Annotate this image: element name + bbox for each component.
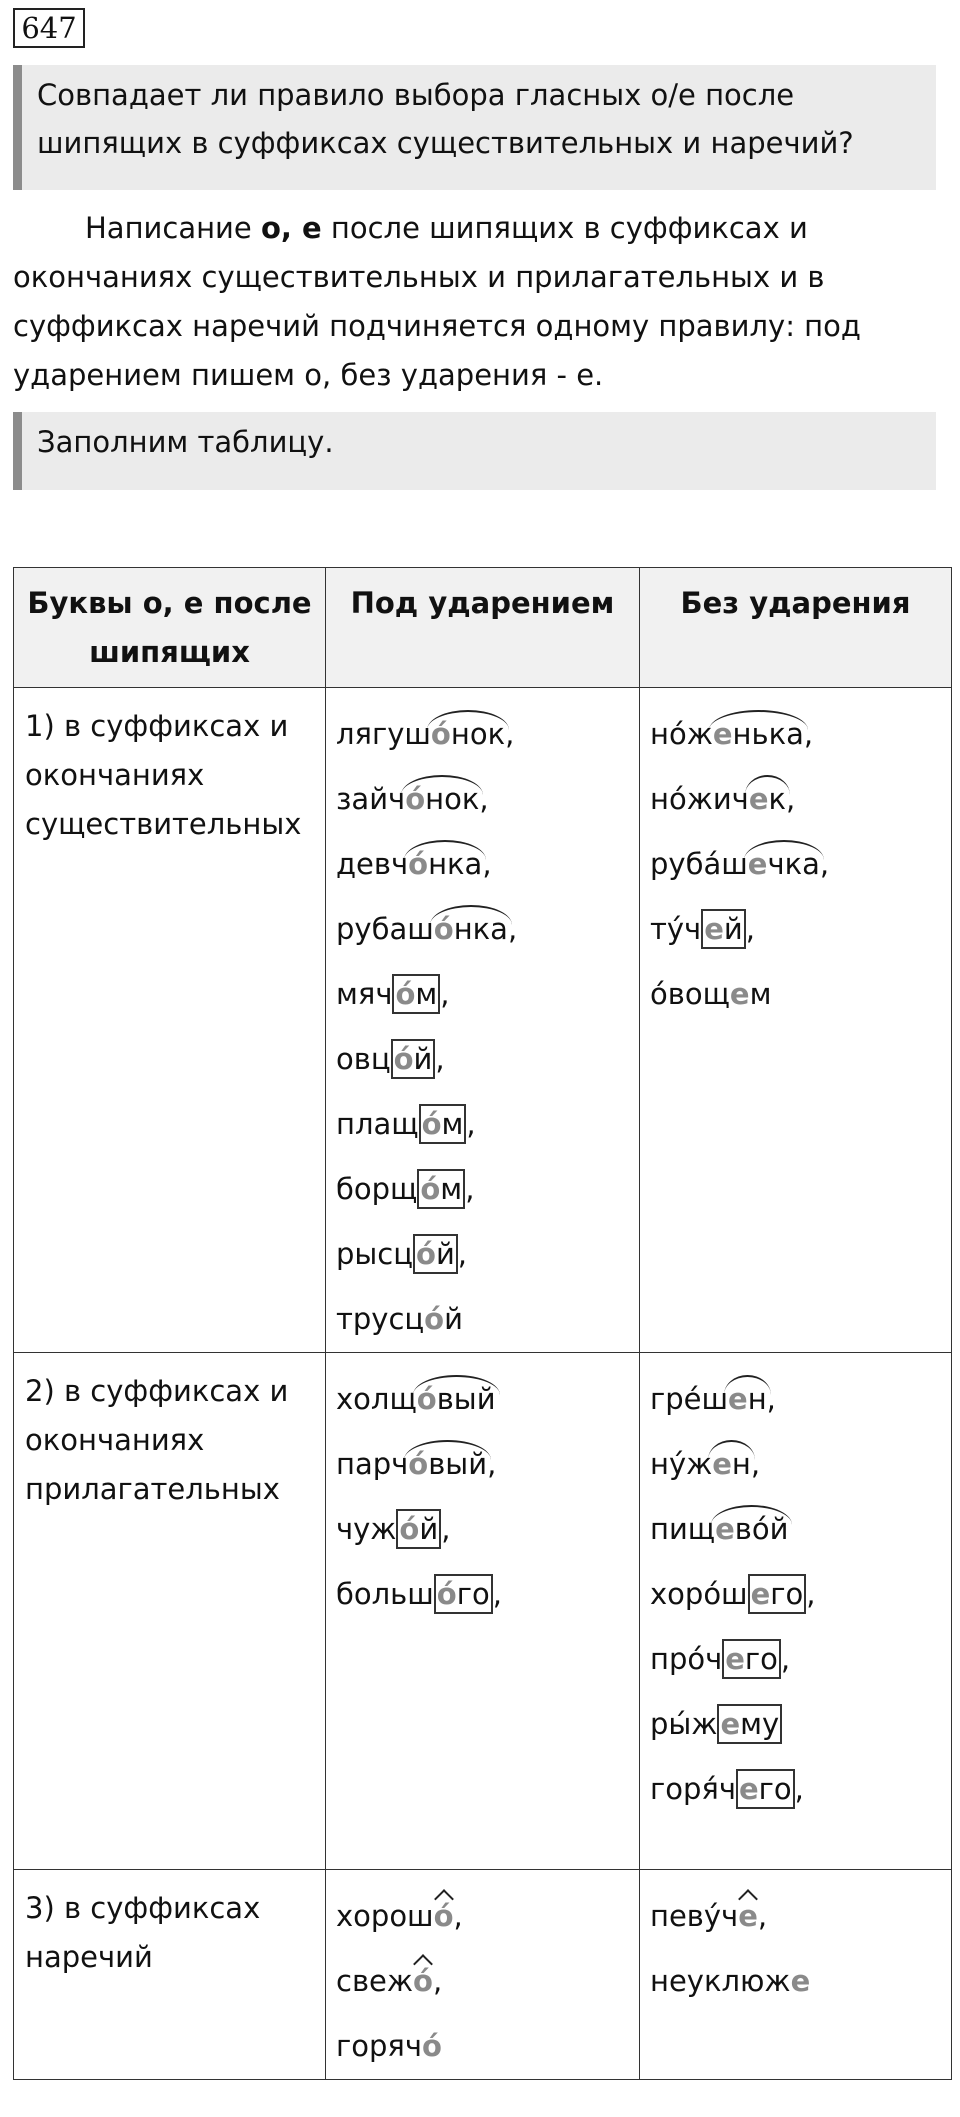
table-header-row xyxy=(14,568,952,688)
ending-box xyxy=(417,1169,465,1209)
stressed-cell xyxy=(326,688,640,1353)
punctuation: , xyxy=(441,1512,451,1546)
word-stem: девч xyxy=(336,847,409,881)
category-label: 1) в суффиксах и окончаниях существительных xyxy=(25,709,302,841)
word-example xyxy=(650,1757,941,1822)
punctuation: , xyxy=(507,912,518,946)
word-stem: больш xyxy=(336,1577,434,1611)
word-stem: плащ xyxy=(336,1107,419,1141)
word-example xyxy=(650,702,941,767)
table-row-adjectives xyxy=(14,1353,952,1870)
suffix-mark xyxy=(413,1949,433,2014)
punctuation: , xyxy=(786,782,796,816)
word-stem: лягуш xyxy=(336,717,431,751)
punctuation: , xyxy=(465,1172,475,1206)
ending-rest: й xyxy=(435,1237,455,1271)
punctuation: , xyxy=(803,717,814,751)
vowel-letter: о́ xyxy=(421,1107,442,1141)
unstressed-cell xyxy=(640,1353,952,1870)
ending-rest: го xyxy=(770,1577,804,1611)
ending-rest: м xyxy=(415,977,438,1011)
header-letters: Буквы о, е после шипящих xyxy=(14,568,326,688)
vowel-letter: е xyxy=(750,1577,771,1611)
word-stem: мяч xyxy=(336,977,393,1011)
suffix-rest: нька xyxy=(732,717,804,751)
question-box xyxy=(13,65,936,190)
word-stem: про́ч xyxy=(650,1642,723,1676)
word-stem: чуж xyxy=(336,1512,397,1546)
suffix-rest: н xyxy=(731,1447,751,1481)
vowel-letter: о́ xyxy=(420,1172,441,1206)
category-cell xyxy=(14,1870,326,2080)
vowel-letter: о́ xyxy=(395,977,416,1011)
vowel-letter: е xyxy=(790,1964,811,1998)
vowel-letter: е xyxy=(729,977,750,1011)
word-example xyxy=(650,1432,941,1497)
vowel-letter: е xyxy=(728,1382,748,1416)
vowel-letter: о́ xyxy=(413,1964,433,1998)
vowel-letter: е xyxy=(712,1447,732,1481)
word-stem: холщ xyxy=(336,1382,417,1416)
suffix-rest: нка xyxy=(428,847,483,881)
word-example xyxy=(336,2014,629,2079)
punctuation: , xyxy=(806,1577,816,1611)
suffix-rest: чка xyxy=(767,847,820,881)
word-stem: парч xyxy=(336,1447,409,1481)
punctuation: , xyxy=(453,1899,463,1933)
word-stem: рубаш xyxy=(336,912,434,946)
punctuation: , xyxy=(505,717,515,751)
ending-rest: й xyxy=(413,1042,433,1076)
word-stem: горяч xyxy=(336,2029,422,2063)
ending-rest: го xyxy=(744,1642,778,1676)
vowel-letter: е xyxy=(715,1512,735,1546)
word-example xyxy=(650,1692,941,1757)
punctuation: , xyxy=(457,1237,468,1271)
vowel-letter: о́ xyxy=(430,717,451,751)
word-rest: м xyxy=(749,977,772,1011)
word-stem: но́ж xyxy=(650,717,713,751)
header-stressed: Под ударением xyxy=(326,568,640,688)
punctuation: , xyxy=(487,1447,497,1481)
word-stem: борщ xyxy=(336,1172,418,1206)
vowel-letter: е xyxy=(748,782,769,816)
word-rest: й xyxy=(444,1302,463,1336)
ending-box xyxy=(434,1574,493,1614)
word-example xyxy=(336,1432,629,1497)
word-stem: свеж xyxy=(336,1964,414,1998)
word-example xyxy=(336,702,629,767)
vowel-letter: е xyxy=(720,1707,741,1741)
table-intro-box xyxy=(13,412,936,490)
suffix-arc xyxy=(713,702,804,767)
vowel-letter: о́ xyxy=(416,1382,437,1416)
suffix-arc xyxy=(434,897,508,962)
vowel-letter: е xyxy=(738,1772,759,1806)
suffix-arc xyxy=(408,1432,487,1497)
punctuation: , xyxy=(440,977,450,1011)
header-unstressed: Без ударения xyxy=(640,568,952,688)
table-intro-text: Заполним таблицу. xyxy=(37,425,334,459)
word-example xyxy=(650,1949,941,2014)
answer-vowels-bold: о, е xyxy=(260,211,322,245)
ending-box xyxy=(717,1704,782,1744)
word-stem: ту́ч xyxy=(650,912,702,946)
punctuation: , xyxy=(794,1772,804,1806)
word-stem: ры́ж xyxy=(650,1707,718,1741)
word-stem: пищ xyxy=(650,1512,716,1546)
vowel-letter: о́ xyxy=(405,782,426,816)
vowel-letter: о́ xyxy=(436,1577,457,1611)
word-example xyxy=(650,767,941,832)
word-example xyxy=(336,1949,629,2014)
punctuation: , xyxy=(757,1899,768,1933)
suffix-rest: нок xyxy=(450,717,506,751)
suffix-rest: нка xyxy=(453,912,508,946)
ending-box xyxy=(392,974,440,1014)
table-row-nouns xyxy=(14,688,952,1353)
word-example xyxy=(336,1222,629,1287)
suffix-arc xyxy=(431,702,505,767)
word-stem: хоро́ш xyxy=(650,1577,748,1611)
word-example xyxy=(336,1562,629,1627)
word-stem: трусц xyxy=(336,1302,425,1336)
ending-rest: го xyxy=(758,1772,792,1806)
suffix-rest: вый xyxy=(436,1382,496,1416)
suffix-rest: во́й xyxy=(734,1512,789,1546)
vowel-letter: о́ xyxy=(424,1302,445,1336)
category-cell xyxy=(14,1353,326,1870)
word-example xyxy=(650,1497,941,1562)
punctuation: , xyxy=(780,1642,791,1676)
suffix-mark xyxy=(434,1884,454,1949)
word-example xyxy=(336,1287,629,1352)
suffix-rest: вый xyxy=(428,1447,488,1481)
suffix-rest: к xyxy=(768,782,787,816)
ending-box xyxy=(419,1104,467,1144)
punctuation: , xyxy=(819,847,830,881)
word-example xyxy=(336,1027,629,1092)
suffix-arc xyxy=(712,1432,751,1497)
ending-rest: м xyxy=(441,1107,464,1141)
word-stem: ну́ж xyxy=(650,1447,713,1481)
stressed-cell xyxy=(326,1870,640,2080)
word-stem: гре́ш xyxy=(650,1382,729,1416)
word-stem: горя́ч xyxy=(650,1772,736,1806)
vowel-letter: е xyxy=(704,912,724,946)
unstressed-cell xyxy=(640,688,952,1353)
stressed-cell xyxy=(326,1353,640,1870)
table-row-adverbs xyxy=(14,1870,952,2080)
word-example xyxy=(336,832,629,897)
ending-rest: й xyxy=(723,912,743,946)
exercise-number: 647 xyxy=(13,8,85,48)
vowel-letter: о́ xyxy=(393,1042,414,1076)
word-stem: хорош xyxy=(336,1899,434,1933)
suffix-arc xyxy=(749,767,786,832)
vowel-letter: о́ xyxy=(399,1512,420,1546)
suffix-arc xyxy=(748,832,820,897)
suffix-rest: нок xyxy=(425,782,480,816)
word-example xyxy=(336,1497,629,1562)
ending-box xyxy=(396,1509,441,1549)
vowel-letter: е xyxy=(712,717,733,751)
word-example xyxy=(336,767,629,832)
suffix-rest: н xyxy=(747,1382,767,1416)
ending-rest: го xyxy=(456,1577,490,1611)
punctuation: , xyxy=(766,1382,776,1416)
category-label: 3) в суффиксах наречий xyxy=(25,1891,261,1974)
word-example xyxy=(650,1562,941,1627)
word-example xyxy=(336,897,629,962)
answer-paragraph xyxy=(13,204,938,400)
vowel-letter: о́ xyxy=(408,847,429,881)
word-example xyxy=(336,1884,629,1949)
word-example xyxy=(336,962,629,1027)
suffix-arc xyxy=(728,1367,767,1432)
word-example xyxy=(336,1092,629,1157)
ending-rest: м xyxy=(440,1172,463,1206)
rules-table xyxy=(13,567,952,2080)
punctuation: , xyxy=(466,1107,476,1141)
word-example xyxy=(336,1367,629,1432)
suffix-arc xyxy=(417,1367,496,1432)
ending-box xyxy=(736,1769,795,1809)
ending-box xyxy=(701,909,746,949)
suffix-arc xyxy=(715,1497,788,1562)
suffix-mark xyxy=(738,1884,758,1949)
vowel-letter: е xyxy=(725,1642,745,1676)
word-example xyxy=(650,832,941,897)
vowel-letter: о́ xyxy=(433,912,454,946)
ending-box xyxy=(722,1639,781,1679)
punctuation: , xyxy=(482,847,492,881)
punctuation: , xyxy=(432,1964,443,1998)
word-example xyxy=(650,1367,941,1432)
category-cell xyxy=(14,688,326,1353)
word-stem: овц xyxy=(336,1042,391,1076)
punctuation: , xyxy=(435,1042,445,1076)
word-stem: певу́ч xyxy=(650,1899,739,1933)
ending-rest: й xyxy=(419,1512,439,1546)
word-stem: но́жич xyxy=(650,782,749,816)
word-stem: рысц xyxy=(336,1237,413,1271)
word-stem: о́вощ xyxy=(650,977,730,1011)
vowel-letter: о́ xyxy=(421,2029,442,2063)
category-label: 2) в суффиксах и окончаниях прилагательных xyxy=(25,1374,289,1506)
ending-box xyxy=(413,1234,458,1274)
ending-box xyxy=(391,1039,436,1079)
word-stem: неуклюж xyxy=(650,1964,791,1998)
vowel-letter: о́ xyxy=(408,1447,429,1481)
punctuation: , xyxy=(479,782,489,816)
answer-text-rest: после шипящих в суффиксах и окончаниях существительных и прилагательных и в суффиксах наречий подчиняется одному правилу: под ударением пишем о, без ударения - е. xyxy=(13,211,861,392)
ending-rest: му xyxy=(740,1707,780,1741)
word-stem: руба́ш xyxy=(650,847,748,881)
word-example xyxy=(650,962,941,1027)
punctuation: , xyxy=(750,1447,761,1481)
word-example xyxy=(650,1884,941,1949)
word-example xyxy=(650,897,941,962)
vowel-letter: о́ xyxy=(416,1237,436,1271)
suffix-arc xyxy=(408,832,482,897)
word-stem: зайч xyxy=(336,782,406,816)
unstressed-cell xyxy=(640,1870,952,2080)
word-example xyxy=(650,1627,941,1692)
punctuation: , xyxy=(492,1577,502,1611)
vowel-letter: о́ xyxy=(433,1899,454,1933)
punctuation: , xyxy=(745,912,755,946)
word-example xyxy=(336,1157,629,1222)
ending-box xyxy=(748,1574,807,1614)
question-text: Совпадает ли правило выбора гласных о/е после шипящих в суффиксах существительных и наречий? xyxy=(37,78,854,160)
suffix-arc xyxy=(405,767,479,832)
vowel-letter: е xyxy=(738,1899,758,1933)
vowel-letter: е xyxy=(747,847,768,881)
answer-text-start: Написание xyxy=(85,211,261,245)
